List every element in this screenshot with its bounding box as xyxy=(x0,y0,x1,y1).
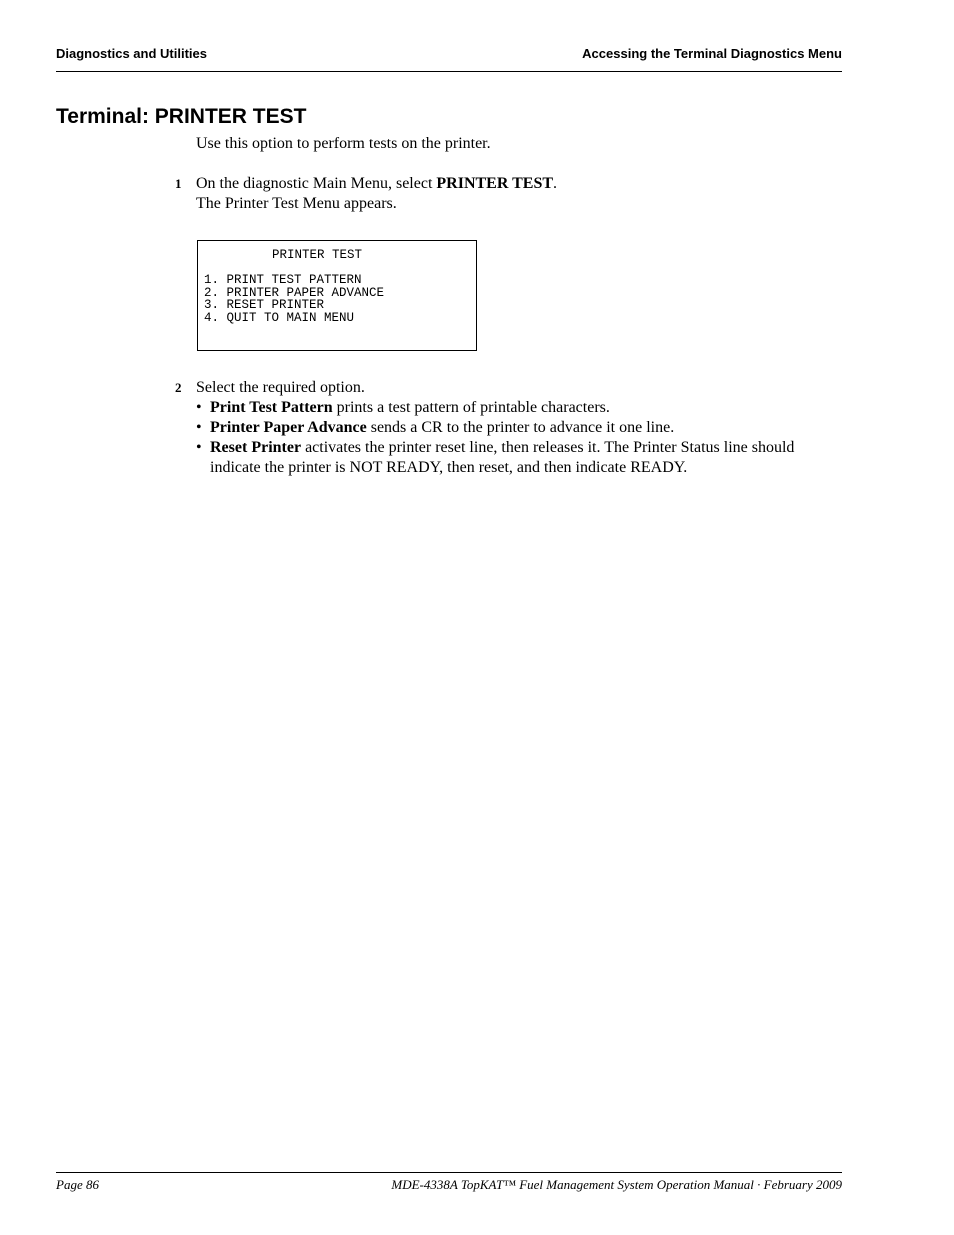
option-name: Print Test Pattern xyxy=(210,399,333,416)
option-name: Reset Printer xyxy=(210,439,302,456)
step-number: 1 xyxy=(175,176,182,191)
header-section-name: Diagnostics and Utilities xyxy=(56,46,207,61)
instruction-text: On the diagnostic Main Menu, select xyxy=(196,175,437,192)
document-title: MDE-4338A TopKAT™ Fuel Management System Operation Manual · February 2009 xyxy=(391,1177,842,1192)
option-list xyxy=(196,398,836,478)
step-instruction: Select the required option. xyxy=(196,379,365,396)
intro-paragraph: Use this option to perform tests on the printer. xyxy=(196,135,491,152)
menu-option-name: PRINTER TEST xyxy=(436,175,554,192)
step-body xyxy=(196,378,836,478)
option-item xyxy=(182,418,836,438)
section-title: Terminal: PRINTER TEST xyxy=(56,105,307,128)
page-footer xyxy=(56,1172,842,1192)
printer-test-menu-screen xyxy=(197,240,477,351)
option-description: sends a CR to the printer to advance it one line. xyxy=(366,419,675,436)
option-item xyxy=(182,398,836,418)
option-item xyxy=(182,438,836,478)
step-body xyxy=(196,174,836,214)
option-description: activates the printer reset line, then releases it. The Printer Status line should indicate the printer is NOT READY, then reset, and then indicate READY. xyxy=(210,439,795,476)
page-header xyxy=(56,44,842,72)
option-name: Printer Paper Advance xyxy=(210,419,367,436)
screen-menu-item: 1. PRINT TEST PATTERN xyxy=(204,273,362,287)
step-result: The Printer Test Menu appears. xyxy=(196,195,397,212)
instruction-punct: . xyxy=(553,175,558,192)
option-description: prints a test pattern of printable characters. xyxy=(332,399,610,416)
page-number: Page 86 xyxy=(56,1177,99,1192)
step-number: 2 xyxy=(175,380,182,395)
header-topic-name: Accessing the Terminal Diagnostics Menu xyxy=(582,46,842,61)
screen-title: PRINTER TEST xyxy=(272,248,363,262)
step-instruction xyxy=(196,174,836,194)
screen-menu-item: 4. QUIT TO MAIN MENU xyxy=(204,310,355,325)
screen-menu-item: 2. PRINTER PAPER ADVANCE xyxy=(204,285,385,300)
screen-menu-item: 3. RESET PRINTER xyxy=(204,298,325,312)
screen-menu-list xyxy=(204,274,384,324)
